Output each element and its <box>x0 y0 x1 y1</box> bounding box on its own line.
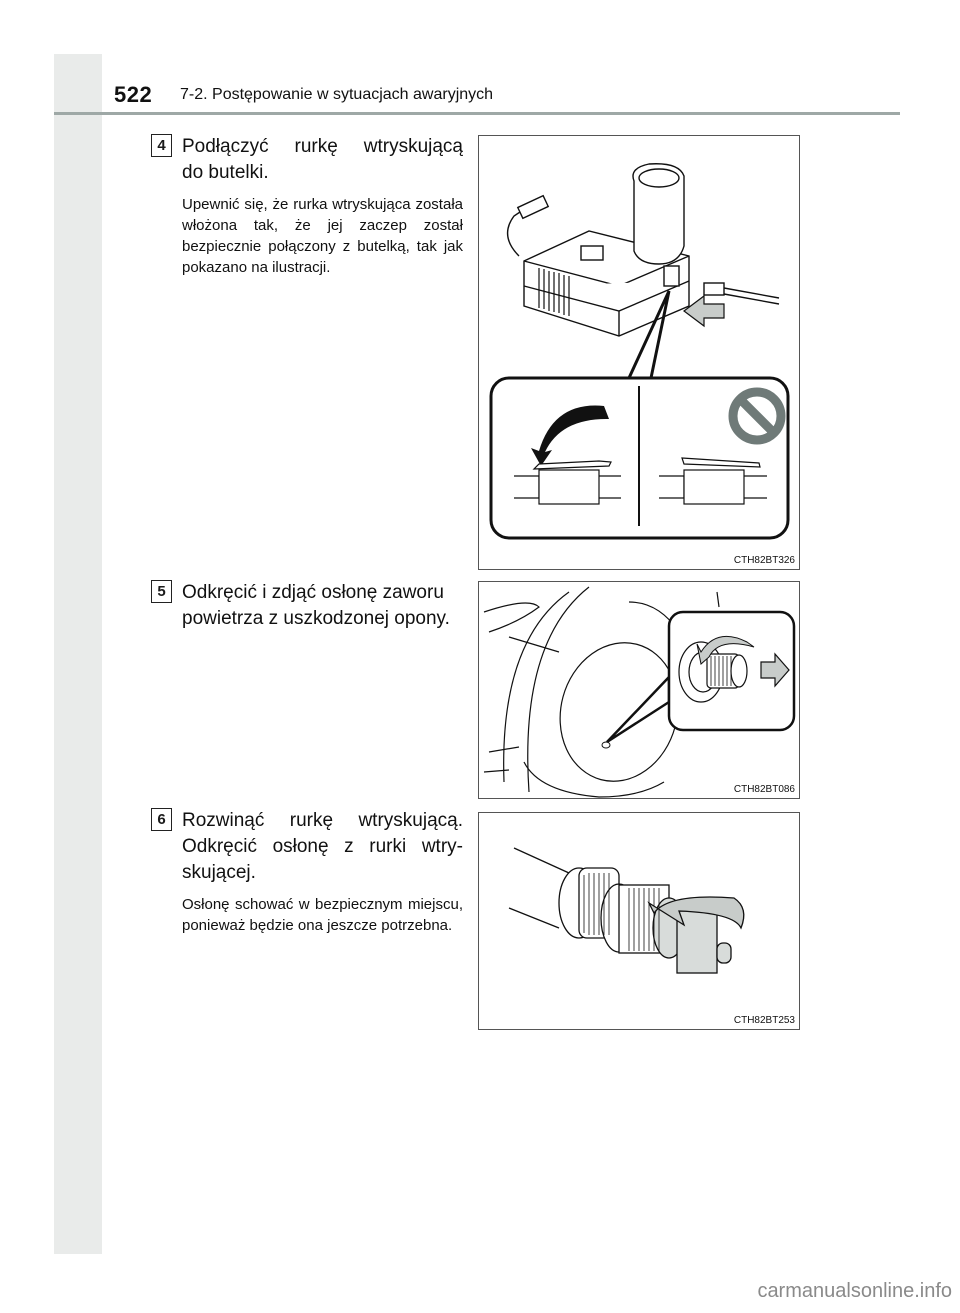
section-title: 7-2. Postępowanie w sytuacjach awaryjnych <box>180 86 494 103</box>
step-title-line: Odkręcić i zdjąć osłonę zaworu <box>182 582 444 603</box>
step-title-line: Podłączyć rurkę wtryskującą <box>182 136 463 157</box>
step-title-line: skującej. <box>182 862 256 883</box>
watermark: carmanualsonline.info <box>757 1280 952 1302</box>
page-number: 522 <box>114 82 153 107</box>
header-divider <box>54 112 900 115</box>
step-title-line: do butelki. <box>182 162 269 183</box>
step-4 <box>151 134 463 278</box>
figure-code: CTH82BT086 <box>733 784 795 795</box>
step-5 <box>151 580 463 632</box>
step-number-badge: 4 <box>151 134 172 157</box>
figure-connect-hose <box>478 135 800 570</box>
side-tab-strip <box>54 54 102 1254</box>
step-note: Osłonę schować w bezpiecznym miejscu, ponieważ będzie ona jeszcze potrzebna. <box>182 896 463 934</box>
step-title-line: Rozwinąć rurkę wtryskującą. <box>182 810 463 831</box>
figure-code: CTH82BT253 <box>733 1015 795 1026</box>
step-number-badge: 5 <box>151 580 172 603</box>
figure-valve-cap <box>478 581 800 799</box>
figure-code: CTH82BT326 <box>733 555 795 566</box>
step-note: Upewnić się, że rurka wtryskująca została włożona tak, że jej zaczep został bezpiecznie połączony z butelką, tak jak pokazano na ilustracji. <box>182 196 463 276</box>
compressor-illustration <box>479 136 799 569</box>
hose-illustration <box>479 813 799 1029</box>
figure-hose-cap <box>478 812 800 1030</box>
step-6 <box>151 808 463 936</box>
step-number-badge: 6 <box>151 808 172 831</box>
step-title-line: powietrza z uszkodzonej opony. <box>182 608 450 629</box>
tire-illustration <box>479 582 799 798</box>
step-title-line: Odkręcić osłonę z rurki wtry- <box>182 836 463 857</box>
